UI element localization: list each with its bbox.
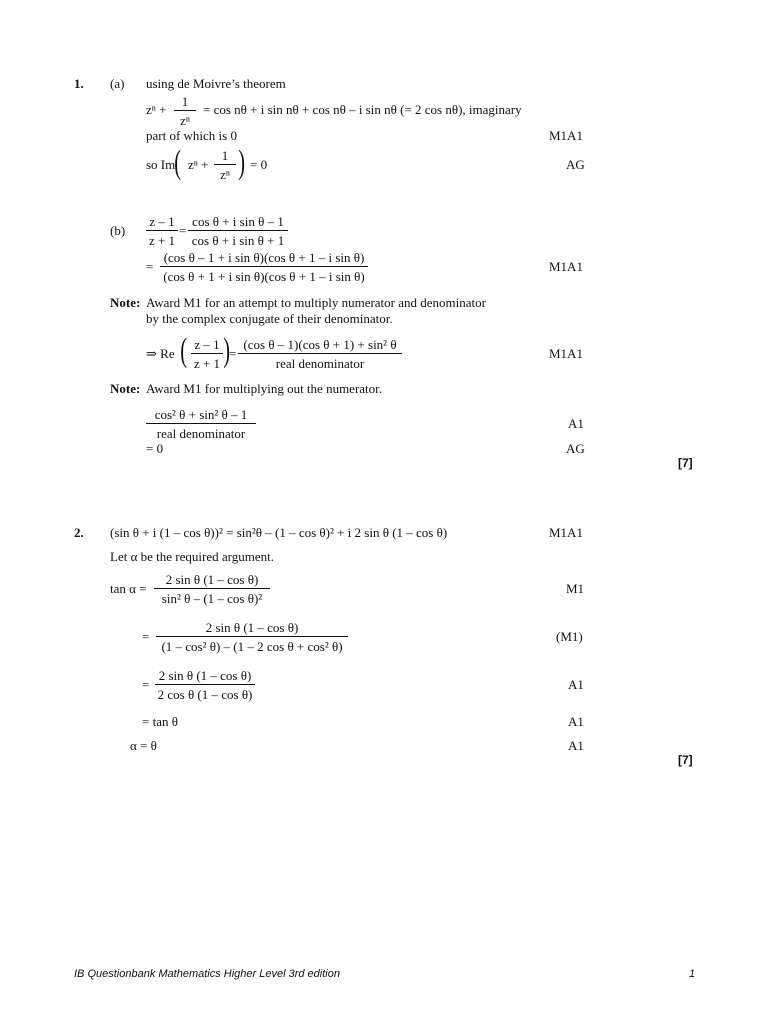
implies-re: ⇒ Re bbox=[146, 346, 175, 361]
q1a-fraction bbox=[174, 94, 196, 128]
q1b-fraction-5 bbox=[146, 407, 256, 441]
q1b-mark3: A1 bbox=[568, 416, 584, 431]
fraction-numerator: cos² θ + sin² θ – 1 bbox=[154, 407, 248, 422]
q1a-lhs: zⁿ + bbox=[146, 102, 167, 117]
q2-line2: Let α be the required argument. bbox=[110, 549, 274, 564]
part-a-label: (a) bbox=[110, 76, 125, 91]
fraction-numerator: z – 1 bbox=[194, 337, 220, 352]
q2-fraction-1 bbox=[154, 572, 270, 606]
fraction-numerator: 2 sin θ (1 – cos θ) bbox=[165, 572, 259, 587]
fraction-denominator: 2 cos θ (1 – cos θ) bbox=[157, 687, 253, 702]
alpha-equals-theta: α = θ bbox=[130, 738, 157, 753]
q2-mark3: (M1) bbox=[556, 629, 583, 644]
equals-sign: = bbox=[142, 677, 150, 692]
q1a-expansion: = cos nθ + i sin nθ + cos nθ – i sin nθ (= 2 cos nθ), imaginary bbox=[203, 102, 522, 117]
fraction-denominator: real denominator bbox=[275, 356, 365, 371]
equals-sign: = bbox=[229, 346, 237, 361]
fraction-numerator: (cos θ – 1 + i sin θ)(cos θ + 1 – i sin θ) bbox=[163, 250, 365, 265]
q1a-mark1: M1A1 bbox=[549, 128, 583, 143]
fraction-denominator: sin² θ – (1 – cos θ)² bbox=[161, 591, 263, 606]
q1-total-marks: [7] bbox=[678, 456, 693, 470]
q2-mark6: A1 bbox=[568, 738, 584, 753]
fraction-denominator: (cos θ + 1 + i sin θ)(cos θ + 1 – i sin θ) bbox=[163, 269, 365, 284]
equals-sign: = bbox=[146, 259, 154, 274]
note-1-line-1: Award M1 for an attempt to multiply numerator and denominator bbox=[146, 295, 486, 310]
tan-alpha: tan α = bbox=[110, 581, 147, 596]
fraction-numerator: 1 bbox=[181, 94, 189, 109]
q2-total-marks: [7] bbox=[678, 753, 693, 767]
q1b-mark4: AG bbox=[566, 441, 585, 456]
q1b-fraction-4 bbox=[238, 337, 402, 371]
fraction-numerator: cos θ + i sin θ – 1 bbox=[192, 214, 284, 229]
q1a-mark2: AG bbox=[566, 157, 585, 172]
q1b-mark1: M1A1 bbox=[549, 259, 583, 274]
note-2: Award M1 for multiplying out the numerator. bbox=[146, 381, 383, 396]
fraction-denominator: zⁿ bbox=[180, 113, 190, 128]
q1a-line3: part of which is 0 bbox=[146, 128, 237, 143]
equals-sign: = bbox=[179, 223, 187, 238]
fraction-denominator: z + 1 bbox=[193, 356, 221, 371]
page-number: 1 bbox=[689, 968, 696, 980]
q1a-line1: using de Moivre’s theorem bbox=[146, 76, 286, 91]
fraction-numerator: 2 sin θ (1 – cos θ) bbox=[205, 620, 299, 635]
left-paren: ( bbox=[174, 144, 182, 181]
equals-zero: = 0 bbox=[146, 441, 164, 456]
left-paren: ( bbox=[180, 332, 188, 369]
q2-fraction-2 bbox=[156, 620, 348, 654]
q2-mark5: A1 bbox=[568, 714, 584, 729]
fraction-numerator: 1 bbox=[221, 148, 229, 163]
q1b-fraction-3 bbox=[160, 250, 368, 284]
q1b-mark2: M1A1 bbox=[549, 346, 583, 361]
q1b-fraction-1 bbox=[146, 214, 178, 248]
inner-fraction bbox=[214, 148, 236, 182]
so-im-label: so Im bbox=[146, 157, 176, 172]
right-paren: ) bbox=[223, 332, 231, 369]
fraction-denominator: cos θ + i sin θ + 1 bbox=[191, 233, 285, 248]
q2-mark4: A1 bbox=[568, 677, 584, 692]
fraction-denominator: (1 – cos² θ) – (1 – 2 cos θ + cos² θ) bbox=[161, 639, 343, 654]
note-label: Note: bbox=[110, 295, 141, 310]
re-fraction bbox=[191, 337, 223, 371]
inner-expression: zⁿ + bbox=[188, 157, 209, 172]
equals-tan-theta: = tan θ bbox=[142, 714, 178, 729]
fraction-numerator: (cos θ – 1)(cos θ + 1) + sin² θ bbox=[243, 337, 397, 352]
question-1-number: 1. bbox=[74, 76, 84, 91]
q2-mark1: M1A1 bbox=[549, 525, 583, 540]
note-label: Note: bbox=[110, 381, 141, 396]
footer-title: IB Questionbank Mathematics Higher Level 3rd edition bbox=[74, 968, 340, 980]
q1b-fraction-2 bbox=[188, 214, 288, 248]
fraction-numerator: 2 sin θ (1 – cos θ) bbox=[158, 668, 252, 683]
fraction-denominator: zⁿ bbox=[220, 167, 230, 182]
q2-line1: (sin θ + i (1 – cos θ))² = sin²θ – (1 – cos θ)² + i 2 sin θ (1 – cos θ) bbox=[110, 525, 448, 540]
right-paren: ) bbox=[238, 144, 246, 181]
equals-zero: = 0 bbox=[250, 157, 268, 172]
question-2-number: 2. bbox=[74, 525, 84, 540]
equals-sign: = bbox=[142, 629, 150, 644]
fraction-denominator: z + 1 bbox=[148, 233, 176, 248]
q2-fraction-3 bbox=[155, 668, 255, 702]
fraction-numerator: z – 1 bbox=[149, 214, 175, 229]
q2-mark2: M1 bbox=[566, 581, 585, 596]
part-b-label: (b) bbox=[110, 223, 126, 238]
note-1-line-2: by the complex conjugate of their denominator. bbox=[146, 311, 393, 326]
fraction-denominator: real denominator bbox=[156, 426, 246, 441]
